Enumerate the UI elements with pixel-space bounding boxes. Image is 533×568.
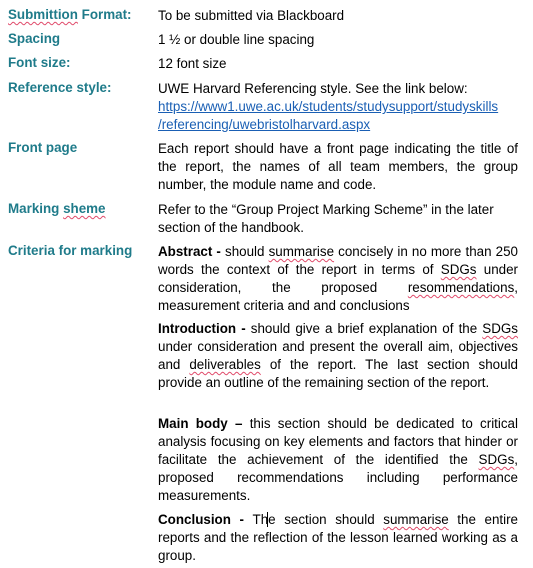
misspelled-word: SDGs (478, 452, 515, 467)
conclusion-heading: Conclusion - (158, 512, 253, 527)
criteria-introduction: Introduction - should give a brief explanation of the SDGs under consideration and present the overall aim, objectives and deliverables of the report. The last section should provide an outline of the remaining section of the report. (158, 321, 518, 390)
submission-format-value: To be submitted via Blackboard (158, 8, 345, 23)
submission-format-label: Submittion Format: (8, 7, 132, 22)
font-size-value: 12 font size (158, 56, 227, 71)
misspelled-word: summarise (383, 512, 449, 527)
criteria-label: Criteria for marking (8, 243, 133, 258)
spacing-value: 1 ½ or double line spacing (158, 32, 315, 47)
misspelled-word: SDGs (440, 262, 477, 277)
misspelled-word: deliverables (189, 357, 261, 372)
front-page-value: Each report should have a front page indicating the title of the report, the names of all team members, the group number, the module name and code. (158, 141, 518, 192)
misspelled-word: sheme (63, 201, 106, 216)
reference-style-value: UWE Harvard Referencing style. See the link below: (158, 81, 468, 96)
reference-link-continued[interactable]: /referencing/uwebristolharvard.aspx (158, 117, 371, 132)
spacing-label: Spacing (8, 31, 61, 46)
criteria-main-body: Main body – this section should be dedicated to critical analysis focusing on key elements and factors that hinder or facilitate the achievement of the identified the SDGs, proposed recommendations including performance measurements. (158, 416, 518, 503)
misspelled-word: Submittion (8, 7, 78, 22)
abstract-heading: Abstract - (158, 244, 225, 259)
font-size-label: Font size: (8, 55, 71, 70)
misspelled-word: summarise (268, 244, 335, 259)
introduction-heading: Introduction - (158, 321, 251, 336)
reference-link[interactable]: https://www1.uwe.ac.uk/students/studysupport/studyskills (158, 99, 499, 114)
front-page-label: Front page (8, 140, 78, 155)
misspelled-word: resommendations (407, 280, 515, 295)
main-body-heading: Main body – (158, 416, 250, 431)
criteria-abstract: Abstract - should summarise concisely in no more than 250 words the context of the report in terms of SDGs under consideration, the proposed resommendations, measurement criteria and and conclusions (158, 244, 519, 313)
marking-scheme-value: Refer to the “Group Project Marking Scheme” in the later section of the handbook. (158, 202, 494, 235)
reference-style-block (158, 80, 518, 134)
marking-scheme-label: Marking sheme (8, 201, 106, 216)
reference-style-label: Reference style: (8, 80, 112, 95)
criteria-conclusion: Conclusion - The section should summarise the entire reports and the reflection of the lesson learned working as a group. (158, 512, 519, 563)
misspelled-word: SDGs (482, 321, 518, 336)
